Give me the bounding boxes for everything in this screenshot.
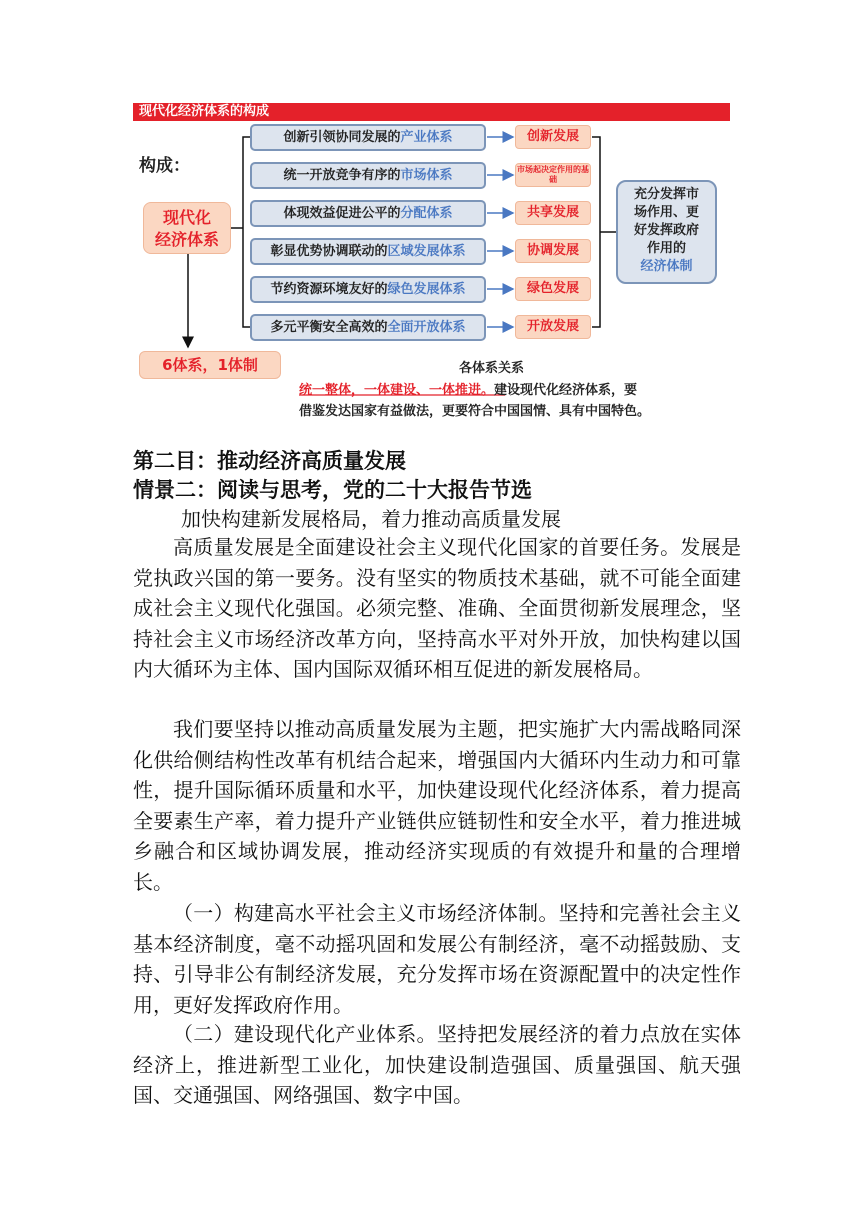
system-item-suffix: 全面开放体系 xyxy=(387,320,466,335)
core-line-2: 经济体系 xyxy=(154,230,219,249)
heading-section: 第二目：推动经济高质量发展 xyxy=(133,448,406,473)
system-item-industry xyxy=(250,124,486,151)
system-item-regional xyxy=(250,238,486,265)
right-box-line: 作用的 xyxy=(646,241,686,256)
paragraph-2: 我们要坚持以推动高质量发展为主题，把实施扩大内需战略同深化供给侧结构性改革有机结合起来，增强国内大循环内生动力和可靠性，提升国际循环质量和水平，加快建设现代化经济体系，着力提高全要素生产率，着力提升产业链供应链韧性和安全水平，着力推进城乡融合和区域协调发展，推动经济实现质的有效提升和量的合理增长。 xyxy=(133,717,741,894)
heading-scenario: 情景二：阅读与思考，党的二十大报告节选 xyxy=(133,477,532,502)
system-item-suffix: 产业体系 xyxy=(400,130,453,145)
relation-line-2: 借鉴发达国家有益做法，更要符合中国国情、具有中国特色。 xyxy=(299,404,651,419)
system-item-prefix: 彰显优势协调联动的 xyxy=(270,244,388,259)
six-systems-one-institution-box: 6体系，1体制 xyxy=(139,351,281,379)
system-item-prefix: 多元平衡安全高效的 xyxy=(270,320,388,335)
paragraph-4: （二）建设现代化产业体系。坚持把发展经济的着力点放在实体经济上，推进新型工业化，加快建设制造强国、质量强国、航天强国、交通强国、网络强国、数字中国。 xyxy=(133,1022,741,1108)
system-item-suffix: 区域发展体系 xyxy=(387,244,466,259)
system-item-prefix: 统一开放竞争有序的 xyxy=(283,168,401,183)
economic-institution-box xyxy=(616,180,717,284)
result-opening: 开放发展 xyxy=(515,315,591,339)
system-item-suffix: 绿色发展体系 xyxy=(387,282,466,297)
system-item-suffix: 分配体系 xyxy=(400,206,453,221)
result-sharing: 共享发展 xyxy=(515,201,591,225)
relation-black-text: 建设现代化经济体系，要 xyxy=(494,383,638,398)
paragraph-1: 高质量发展是全面建设社会主义现代化国家的首要任务。发展是党执政兴国的第一要务。没有坚实的物质技术基础，就不可能全面建成社会主义现代化强国。必须完整、准确、全面贯彻新发展理念，坚持社会主义市场经济改革方向，坚持高水平对外开放，加快构建以国内大循环为主体、国内国际双循环相互促进的新发展格局。 xyxy=(133,535,741,682)
system-item-prefix: 创新引领协同发展的 xyxy=(283,130,401,145)
modern-economic-system-box xyxy=(143,202,231,254)
paragraph-3: （一）构建高水平社会主义市场经济体制。坚持和完善社会主义基本经济制度，毫不动摇巩固和发展公有制经济，毫不动摇鼓励、支持、引导非公有制经济发展，充分发挥市场在资源配置中的决定性作用，更好发挥政府作用。 xyxy=(133,901,741,1017)
system-item-suffix: 市场体系 xyxy=(400,168,453,183)
relation-line-1 xyxy=(299,379,637,398)
result-market: 市场起决定作用的基础 xyxy=(515,163,591,187)
right-box-line: 经济体制 xyxy=(640,259,693,274)
result-coordination: 协调发展 xyxy=(515,239,591,263)
system-item-prefix: 体现效益促进公平的 xyxy=(283,206,401,221)
relation-title: 各体系关系 xyxy=(459,361,525,376)
economic-system-diagram xyxy=(133,103,730,425)
system-item-market xyxy=(250,162,486,189)
system-item-prefix: 节约资源环境友好的 xyxy=(270,282,388,297)
result-green: 绿色发展 xyxy=(515,277,591,301)
system-item-distribution xyxy=(250,200,486,227)
right-box-line: 场作用、更 xyxy=(633,205,699,220)
result-innovation: 创新发展 xyxy=(515,125,591,149)
right-box-line: 好发挥政府 xyxy=(633,223,699,238)
excerpt-subtitle: 加快构建新发展格局，着力推动高质量发展 xyxy=(181,507,561,531)
right-box-line: 充分发挥市 xyxy=(633,187,699,202)
relation-red-text: 统一整体，一体建设、一体推进。 xyxy=(299,383,495,398)
core-line-1: 现代化 xyxy=(162,208,211,227)
composition-label: 构成： xyxy=(139,156,190,176)
system-item-opening xyxy=(250,314,486,341)
diagram-header: 现代化经济体系的构成 xyxy=(133,103,730,121)
system-item-green xyxy=(250,276,486,303)
